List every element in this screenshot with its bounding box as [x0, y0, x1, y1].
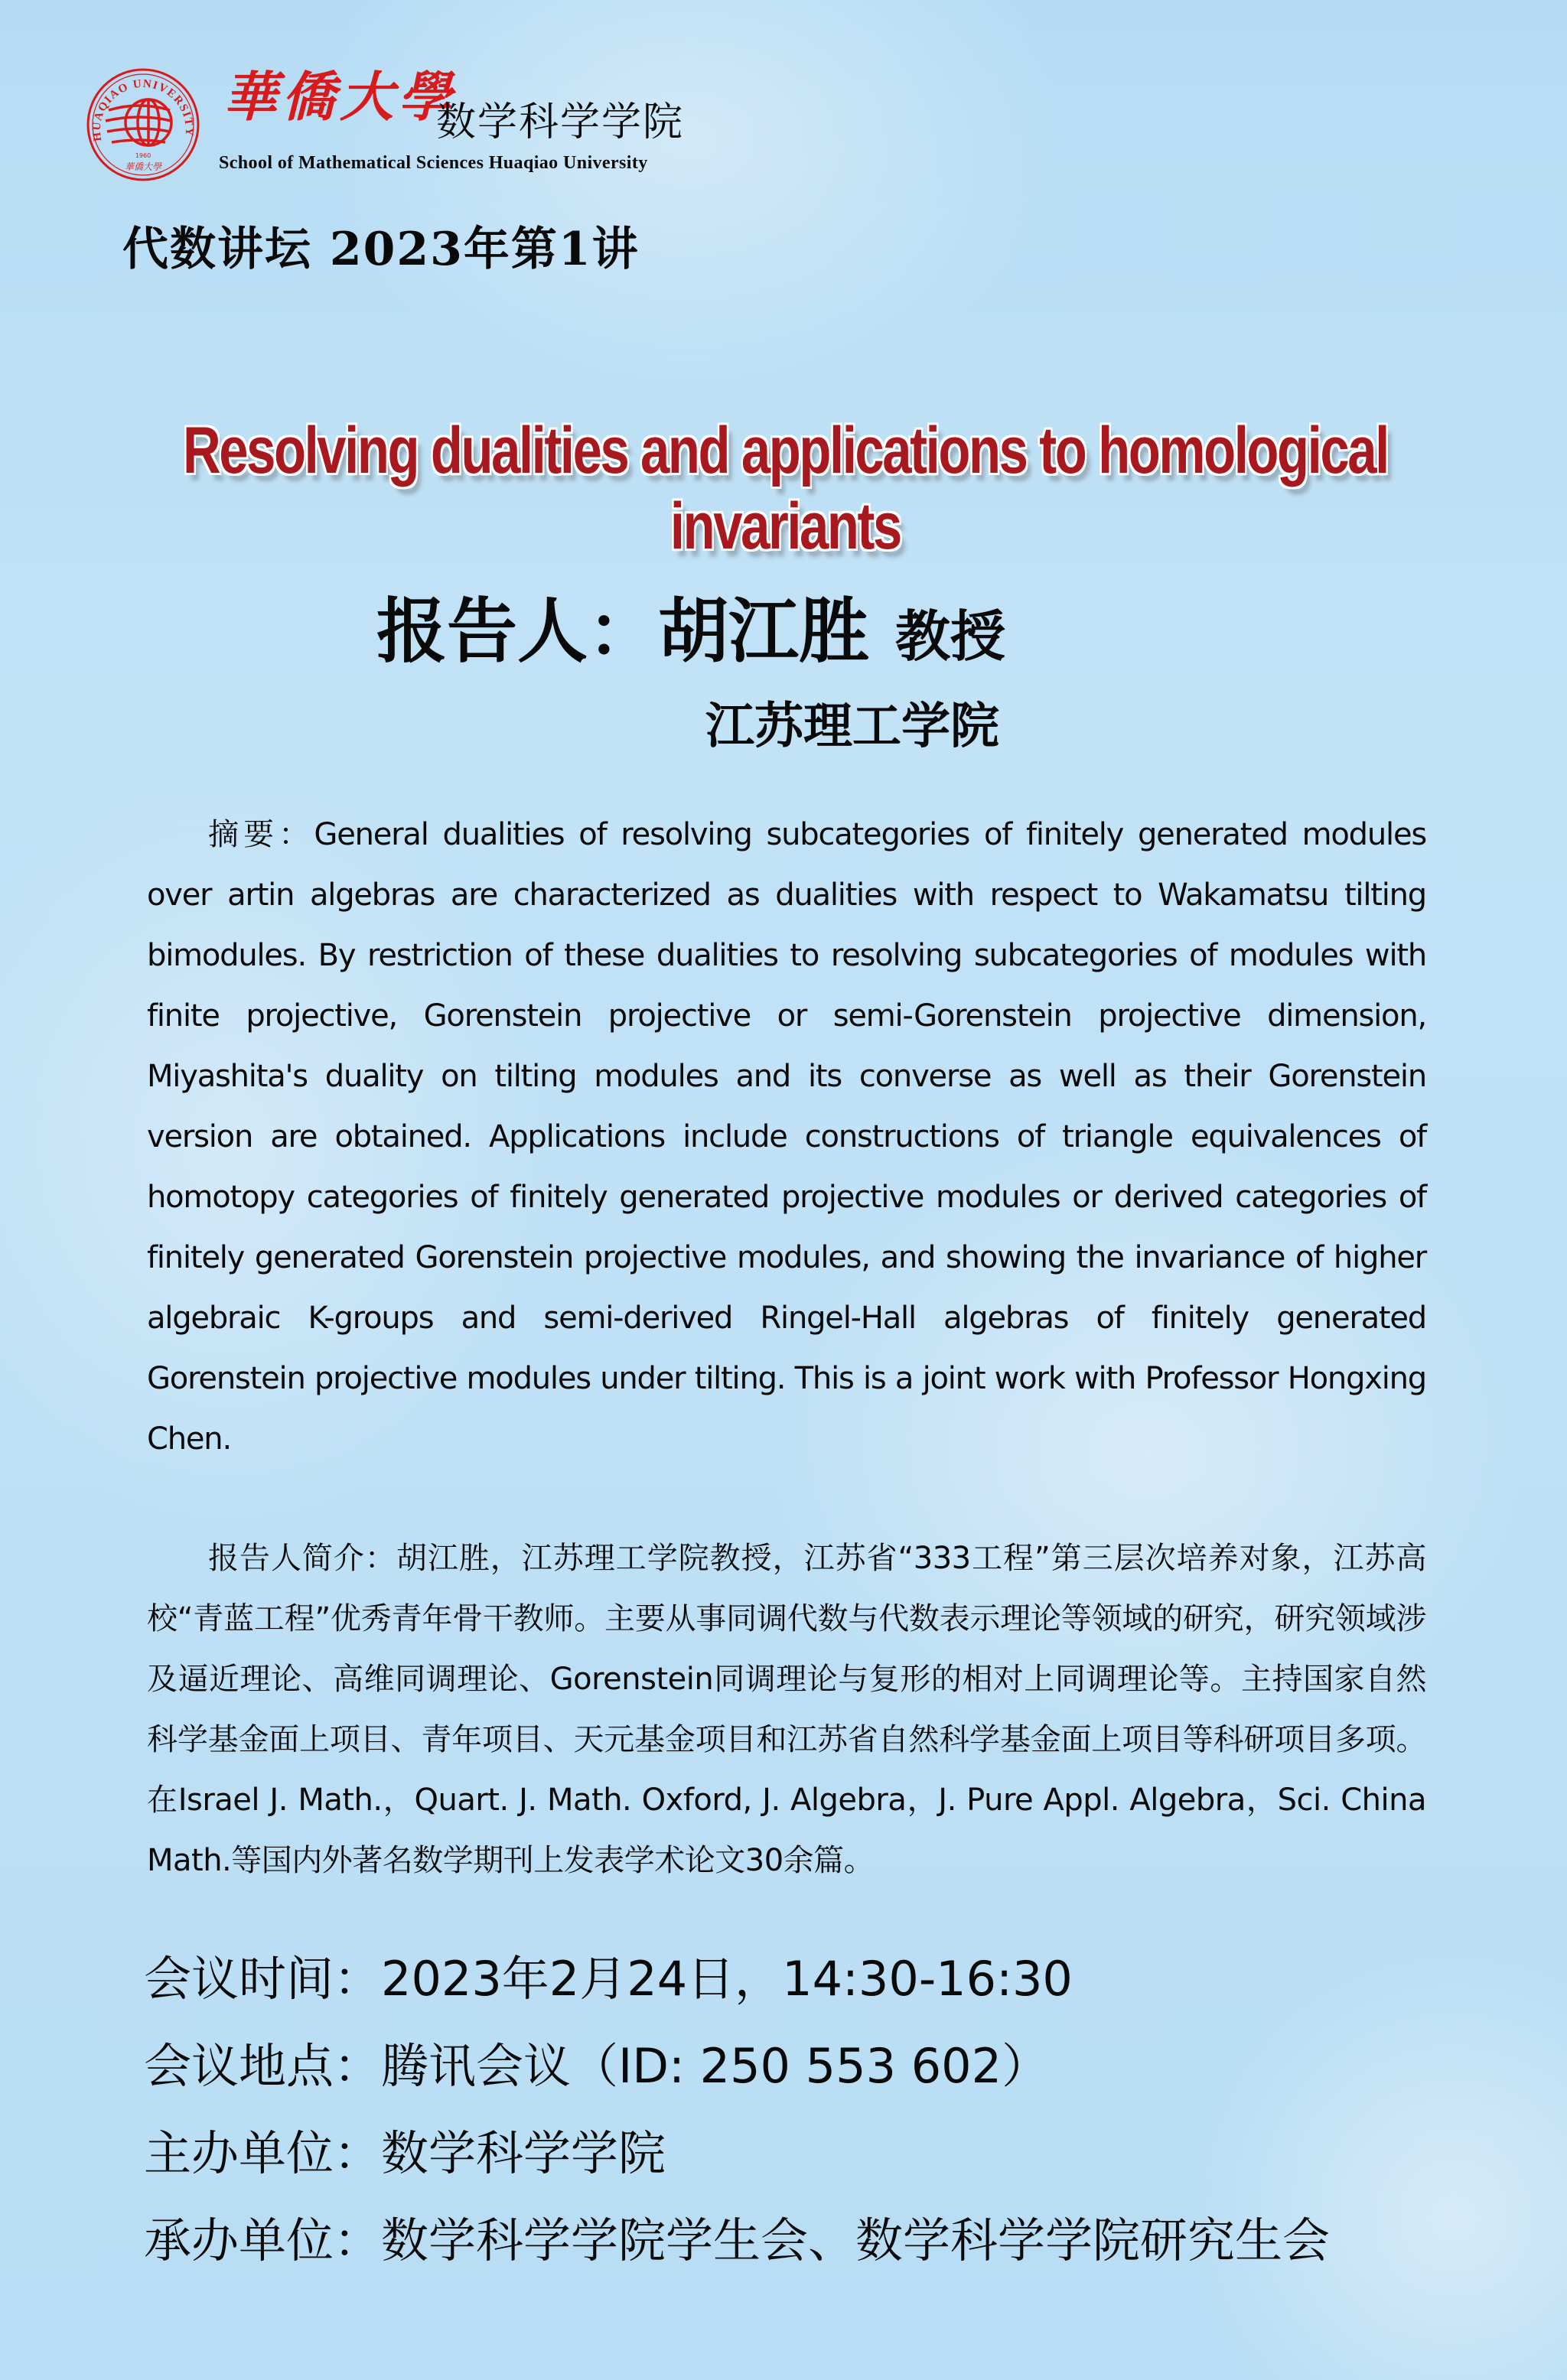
host-organization [144, 2125, 666, 2181]
speaker-affiliation: 江苏理工学院 [705, 698, 999, 755]
svg-text:HUAQIAO UNIVERSITY [91, 78, 195, 142]
seal-year: 1960 [135, 152, 151, 159]
speaker-line [376, 591, 1006, 672]
info-label: 主办单位： [144, 2125, 382, 2181]
speaker-label: 报告人： [376, 591, 659, 672]
speaker-name: 胡江胜 [658, 591, 870, 672]
meeting-time [144, 1951, 1073, 2007]
lecture-series-title: 代数讲坛 2023年第1讲 [122, 223, 640, 276]
info-label: 承办单位： [144, 2212, 382, 2268]
info-label: 会议时间： [144, 1951, 382, 2007]
speaker-rank: 教授 [895, 604, 1006, 669]
organizer [144, 2212, 1331, 2268]
talk-title: Resolving dualities and applications to homological invariants [182, 414, 1388, 563]
school-name-en: School of Mathematical Sciences Huaqiao University [219, 153, 648, 173]
huaqiao-university-seal-icon [86, 67, 200, 182]
info-value: 腾讯会议（ID: 250 553 602） [381, 2038, 1050, 2094]
info-label: 会议地点： [144, 2038, 382, 2094]
abstract-paragraph: 摘要：General dualities of resolving subcategories of finitely generated modules over artin algebras are characterized as dualities with respect to Wakamatsu tilting bimodules. By restriction of these dualities to resolving subcategories of modules with finite projective, Gorenstein projective or semi-Gorenstein projective dimension, Miyashita's duality on tilting modules and its converse as well as their Gorenstein version are obtained. Applications include constructions of triangle equivalences of homotopy categories of finitely generated projective modules or derived categories of finitely generated Gorenstein projective modules, and showing the invariance of higher algebraic K-groups and semi-derived Ringel-Hall algebras of finitely generated Gorenstein projective modules under tilting. This is a joint work with Professor Hongxing Chen. [147, 817, 1426, 1457]
school-name-cn: 数学科学学院 [436, 99, 685, 145]
svg-text:華僑大學: 華僑大學 [124, 161, 162, 172]
info-value: 数学科学学院 [381, 2125, 666, 2181]
university-name-cn: 華僑大學 [223, 65, 456, 129]
meeting-location [144, 2038, 1050, 2094]
info-value: 数学科学学院学生会、数学科学学院研究生会 [381, 2212, 1331, 2268]
speaker-bio-paragraph: 报告人简介：胡江胜，江苏理工学院教授，江苏省“333工程”第三层次培养对象，江苏高校“青蓝工程”优秀青年骨干教师。主要从事同调代数与代数表示理论等领域的研究，研究领域涉及逼近理论、高维同调理论、Gorenstein同调理论与复形的相对上同调理论等。主持国家自然科学基金面上项目、青年项目、天元基金项目和江苏省自然科学基金面上项目等科研项目多项。在Israel J. Math.，Quart. J. Math. Oxford, J. Algebra，J. Pure Appl. Algebra，Sci. China Math.等国内外著名数学期刊上发表学术论文30余篇。 [147, 1541, 1426, 1878]
info-value: 2023年2月24日，14:30-16:30 [381, 1951, 1073, 2007]
seal-ring-text: HUAQIAO UNIVERSITY [90, 77, 196, 142]
